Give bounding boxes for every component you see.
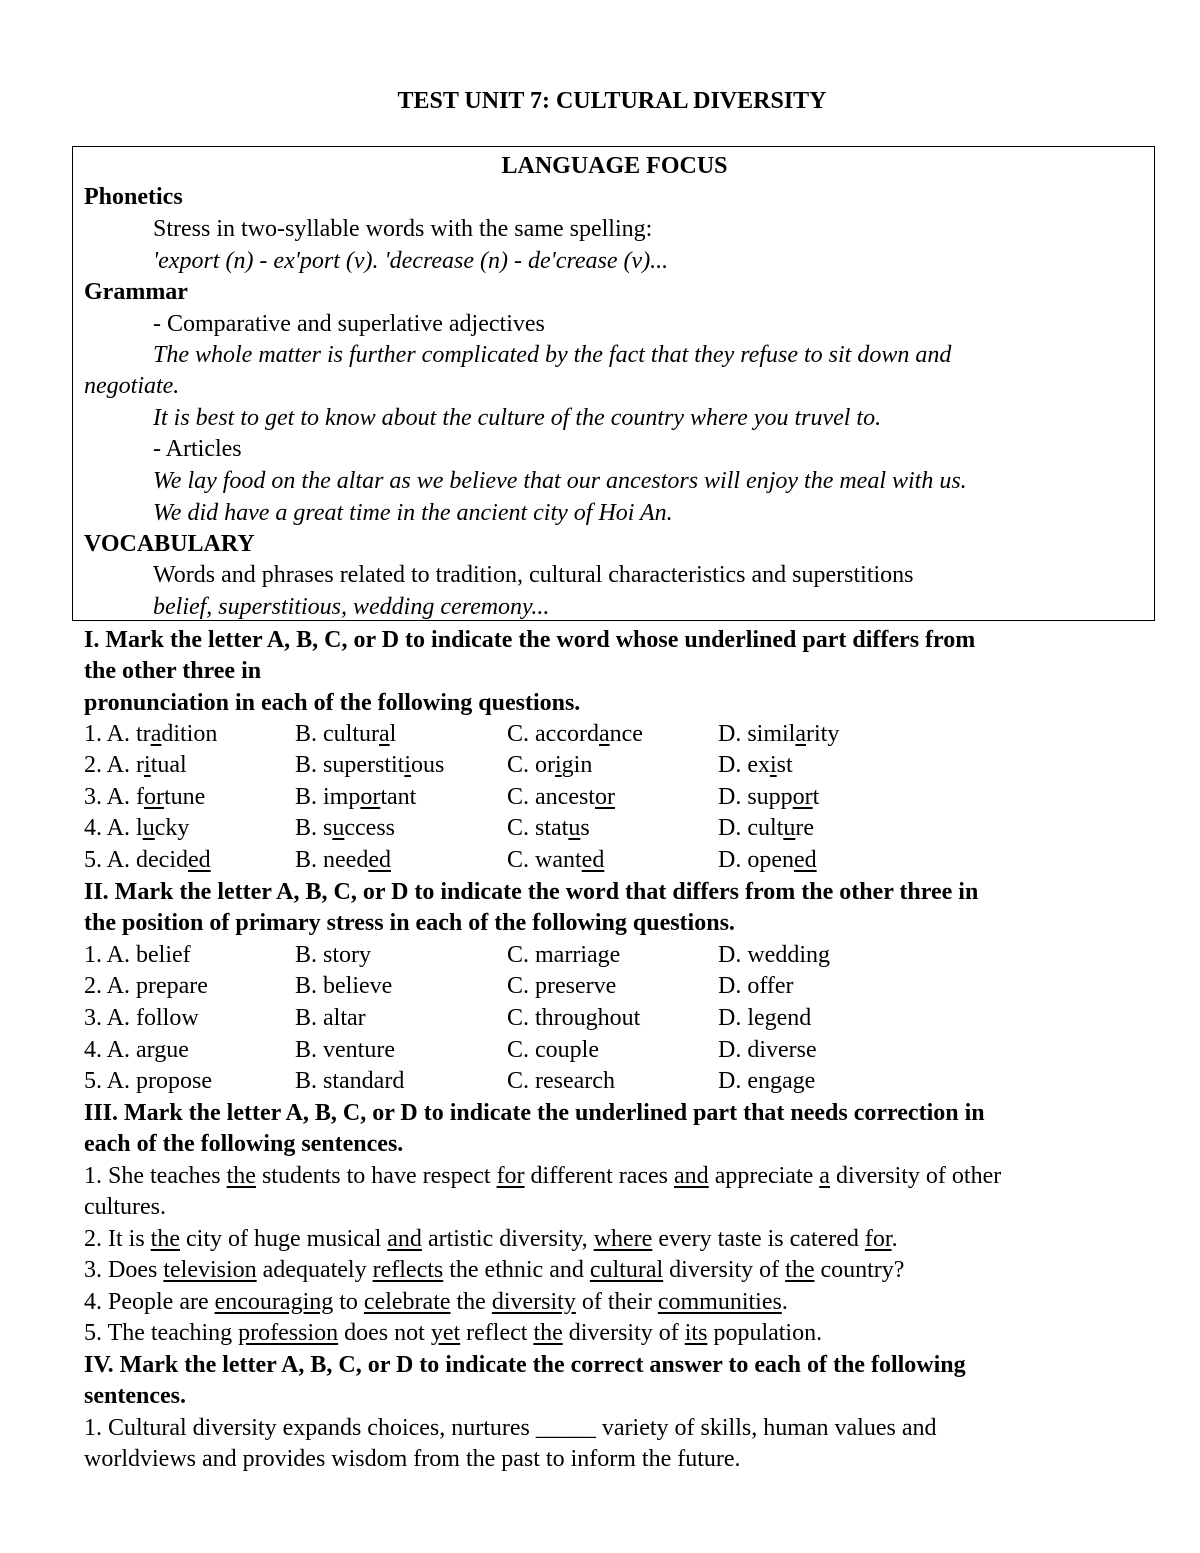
- page-title: TEST UNIT 7: CULTURAL DIVERSITY: [397, 88, 827, 114]
- section-3-sentence: 3. Does television adequately reflects the ethnic and cultural diversity of the country?: [84, 1257, 905, 1283]
- section-2-question: [84, 1035, 1184, 1065]
- option-a: 5. A. decided: [84, 847, 211, 873]
- section-2-heading: II. Mark the letter A, B, C, or D to indicate the word that differs from the other three in: [84, 879, 979, 905]
- grammar-example-1-cont: negotiate.: [84, 373, 180, 399]
- option-b: B. standard: [295, 1068, 405, 1094]
- phonetics-desc: Stress in two-syllable words with the same spelling:: [153, 216, 653, 242]
- option-b: B. altar: [295, 1005, 366, 1031]
- grammar-item-comparative: - Comparative and superlative adjectives: [153, 311, 545, 337]
- phonetics-label: Phonetics: [84, 184, 183, 210]
- option-b: B. success: [295, 815, 395, 841]
- section-4-question: 1. Cultural diversity expands choices, nurtures _____ variety of skills, human values and: [84, 1415, 937, 1441]
- section-3-sentence-cont: cultures.: [84, 1194, 166, 1220]
- option-a: 4. A. argue: [84, 1037, 189, 1063]
- grammar-item-articles: - Articles: [153, 436, 242, 462]
- option-d: D. culture: [718, 815, 814, 841]
- section-1-question: [84, 782, 1184, 812]
- section-1-question: [84, 813, 1184, 843]
- option-b: B. story: [295, 942, 372, 968]
- section-2-question: [84, 1066, 1184, 1096]
- language-focus-heading: LANGUAGE FOCUS: [501, 153, 728, 179]
- option-a: 4. A. lucky: [84, 815, 190, 841]
- section-3-sentence: 2. It is the city of huge musical and artistic diversity, where every taste is catered for.: [84, 1226, 898, 1252]
- option-a: 5. A. propose: [84, 1068, 212, 1094]
- option-d: D. engage: [718, 1068, 816, 1094]
- section-3-sentence: 5. The teaching profession does not yet reflect the diversity of its population.: [84, 1320, 823, 1346]
- section-3-sentence: 4. People are encouraging to celebrate the diversity of their communities.: [84, 1289, 788, 1315]
- option-a: 2. A. ritual: [84, 752, 187, 778]
- option-b: B. important: [295, 784, 417, 810]
- option-b: B. cultural: [295, 721, 397, 747]
- section-1-heading-cont: the other three in: [84, 658, 262, 684]
- section-3-heading: III. Mark the letter A, B, C, or D to indicate the underlined part that needs correction in: [84, 1100, 985, 1126]
- option-c: C. ancestor: [507, 784, 615, 810]
- grammar-label: Grammar: [84, 279, 188, 305]
- section-1-question: [84, 845, 1184, 875]
- option-a: 3. A. fortune: [84, 784, 206, 810]
- option-d: D. legend: [718, 1005, 812, 1031]
- section-4-heading: IV. Mark the letter A, B, C, or D to indicate the correct answer to each of the following: [84, 1352, 966, 1378]
- option-d: D. exist: [718, 752, 793, 778]
- option-d: D. wedding: [718, 942, 830, 968]
- section-3-heading-cont: each of the following sentences.: [84, 1131, 404, 1157]
- section-2-heading-cont: the position of primary stress in each of the following questions.: [84, 910, 735, 936]
- option-c: C. preserve: [507, 973, 617, 999]
- section-4-question-cont: worldviews and provides wisdom from the past to inform the future.: [84, 1446, 741, 1472]
- option-d: D. offer: [718, 973, 794, 999]
- option-d: D. support: [718, 784, 820, 810]
- option-b: B. needed: [295, 847, 391, 873]
- option-c: C. research: [507, 1068, 615, 1094]
- section-2-question: [84, 971, 1184, 1001]
- section-3-sentence: 1. She teaches the students to have respect for different races and appreciate a diversity of other: [84, 1163, 1002, 1189]
- grammar-example-3: We lay food on the altar as we believe that our ancestors will enjoy the meal with us.: [153, 468, 967, 494]
- option-a: 2. A. prepare: [84, 973, 208, 999]
- section-2-question: [84, 940, 1184, 970]
- option-a: 1. A. tradition: [84, 721, 218, 747]
- option-a: 3. A. follow: [84, 1005, 199, 1031]
- language-focus-box: [72, 146, 1155, 621]
- section-1-question: [84, 719, 1184, 749]
- section-2-question: [84, 1003, 1184, 1033]
- option-b: B. venture: [295, 1037, 395, 1063]
- option-c: C. accordance: [507, 721, 643, 747]
- option-d: D. similarity: [718, 721, 840, 747]
- option-c: C. wanted: [507, 847, 605, 873]
- grammar-example-4: We did have a great time in the ancient city of Hoi An.: [153, 500, 673, 526]
- option-a: 1. A. belief: [84, 942, 191, 968]
- option-c: C. marriage: [507, 942, 621, 968]
- vocabulary-label: VOCABULARY: [84, 531, 255, 557]
- option-c: C. couple: [507, 1037, 599, 1063]
- grammar-example-1: The whole matter is further complicated by the fact that they refuse to sit down and: [153, 342, 952, 368]
- vocabulary-desc: Words and phrases related to tradition, cultural characteristics and superstitions: [153, 562, 914, 588]
- option-c: C. throughout: [507, 1005, 641, 1031]
- section-1-heading-cont2: pronunciation in each of the following questions.: [84, 690, 581, 716]
- grammar-example-2: It is best to get to know about the culture of the country where you truvel to.: [153, 405, 882, 431]
- option-c: C. status: [507, 815, 590, 841]
- option-d: D. diverse: [718, 1037, 817, 1063]
- section-1-question: [84, 750, 1184, 780]
- section-1-heading: I. Mark the letter A, B, C, or D to indicate the word whose underlined part differs from: [84, 627, 976, 653]
- vocabulary-example: belief, superstitious, wedding ceremony...: [153, 594, 550, 620]
- option-b: B. superstitious: [295, 752, 445, 778]
- option-c: C. origin: [507, 752, 593, 778]
- option-d: D. opened: [718, 847, 817, 873]
- section-4-heading-cont: sentences.: [84, 1383, 186, 1409]
- phonetics-example: 'export (n) - ex'port (v). 'decrease (n) - de'crease (v)...: [153, 248, 669, 274]
- option-b: B. believe: [295, 973, 393, 999]
